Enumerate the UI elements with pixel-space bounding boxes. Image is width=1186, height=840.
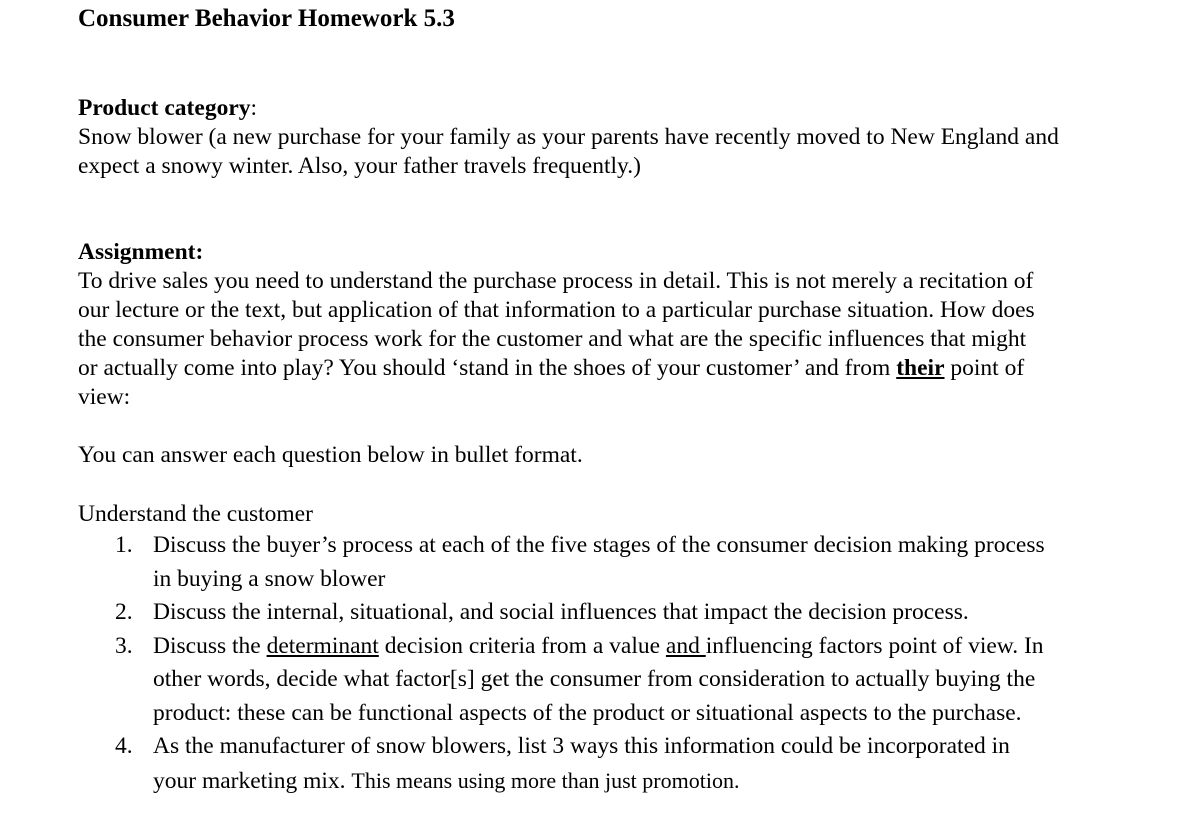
- assignment-text: To drive sales you need to understand the purchase process in detail. This is not merely a recitation of our lecture or the text, but application of that information to a particular purchase situation. How does the consumer behavior process work for the customer and what are the specific influences that might or actually come into play? You should ‘stand in the shoes of your customer’ and from: [78, 268, 1035, 381]
- underlined-term: determinant: [266, 632, 379, 659]
- question-text-small: This means using more than just promotion.: [351, 767, 740, 793]
- assignment-label: Assignment:: [78, 239, 204, 265]
- question-number: 2.: [115, 599, 133, 625]
- page-title: Consumer Behavior Homework 5.3: [78, 5, 455, 32]
- question-item: [78, 529, 1058, 596]
- question-item: [78, 630, 1058, 731]
- underlined-term: and: [665, 632, 706, 659]
- product-category-section: [78, 94, 1078, 181]
- assignment-text-end: point of view:: [78, 355, 1025, 410]
- product-category-text: Snow blower (a new purchase for your family as your parents have recently moved to New England and expect a snowy winter. Also, your father travels frequently.): [78, 124, 1059, 179]
- question-text: Discuss the buyer’s process at each of the five stages of the consumer decision making process in buying a snow blower: [153, 532, 1045, 592]
- bullet-format-note: You can answer each question below in bullet format.: [78, 442, 583, 468]
- question-text: As the manufacturer of snow blowers, list 3 ways this information could be incorporated in your marketing mix.: [153, 733, 1010, 794]
- understand-heading: Understand the customer: [78, 501, 313, 527]
- question-text: decision criteria from a value: [378, 632, 666, 659]
- product-category-colon: :: [250, 95, 258, 121]
- question-number: 4.: [115, 733, 133, 759]
- question-text: Discuss the: [153, 632, 267, 659]
- question-text: Discuss the internal, situational, and social influences that impact the decision process.: [153, 599, 969, 625]
- question-list: [78, 529, 1058, 798]
- assignment-section: [78, 238, 1048, 412]
- question-text: influencing factors point of view. In other words, decide what factor[s] get the consumer from consideration to actually buying the product: these can be functional aspects of the product or situational aspects to the purchase.: [153, 632, 1044, 726]
- question-number: 1.: [115, 532, 133, 558]
- product-category-label: Product category: [78, 95, 251, 121]
- assignment-emphasis: their: [896, 355, 945, 381]
- question-item: [78, 730, 1058, 798]
- question-item: [78, 596, 1058, 630]
- question-number: 3.: [115, 632, 133, 659]
